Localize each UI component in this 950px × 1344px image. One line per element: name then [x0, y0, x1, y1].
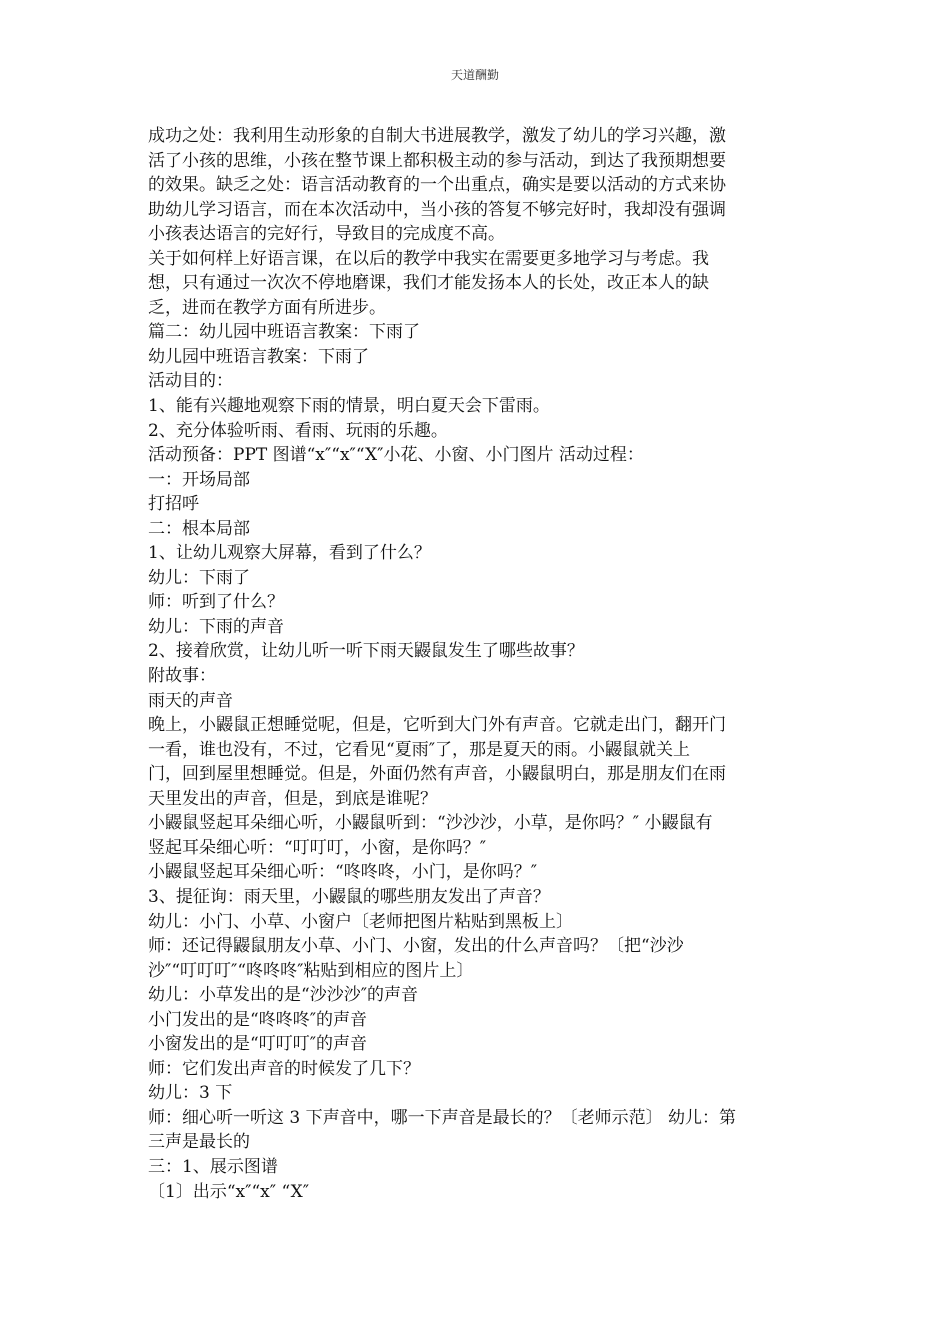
text-line: 小门发出的是“咚咚咚″的声音 — [148, 1009, 368, 1030]
text-line: 幼儿：小草发出的是“沙沙沙″的声音 — [148, 985, 419, 1006]
text-line: 门，回到屋里想睡觉。但是，外面仍然有声音，小鼹鼠明白，那是朋友们在雨 — [148, 764, 726, 785]
text-line: 2、充分体验听雨、看雨、玩雨的乐趣。 — [148, 420, 448, 441]
text-line: 3、提征询：雨天里，小鼹鼠的哪些朋友发出了声音？ — [148, 886, 550, 907]
text-line: 活了小孩的思维，小孩在整节课上都积极主动的参与活动，到达了我预期想要 — [148, 150, 726, 171]
text-line: 想，只有通过一次次不停地磨课，我们才能发扬本人的长处，改正本人的缺 — [148, 273, 709, 294]
text-line: 关于如何样上好语言课，在以后的教学中我实在需要更多地学习与考虑。我 — [148, 248, 709, 269]
page-header: 天道酬勤 — [450, 68, 499, 82]
text-line: 1、让幼儿观察大屏幕，看到了什么？ — [148, 543, 431, 564]
text-line: 幼儿：下雨了 — [148, 567, 250, 588]
text-line: 乏，进而在教学方面有所进步。 — [148, 297, 386, 318]
text-line: 小鼹鼠竖起耳朵细心听：“咚咚咚，小门，是你吗？″ — [148, 862, 538, 883]
text-line: 天里发出的声音，但是，到底是谁呢？ — [148, 788, 437, 809]
text-line: 小窗发出的是“叮叮叮″的声音 — [148, 1034, 368, 1055]
text-line: 三声是最长的 — [148, 1132, 250, 1153]
text-line: 助幼儿学习语言，而在本次活动中，当小孩的答复不够完好时，我却没有强调 — [148, 199, 726, 220]
text-line: 一看，谁也没有，不过，它看见“夏雨″了，那是夏天的雨。小鼹鼠就关上 — [148, 739, 691, 760]
text-line: 师：细心听一听这 3 下声音中，哪一下声音是最长的？〔老师示范〕 幼儿：第 — [148, 1107, 737, 1128]
story-title: 雨天的声音 — [148, 690, 233, 711]
text-line: 师：还记得鼹鼠朋友小草、小门、小窗，发出的什么声音吗？〔把“沙沙 — [148, 936, 684, 957]
text-line: 的效果。缺乏之处：语言活动教育的一个出重点，确实是要以活动的方式来协 — [148, 175, 726, 196]
text-line: 三：1、展示图谱 — [148, 1156, 278, 1177]
text-line: 幼儿：3 下 — [148, 1083, 233, 1104]
text-line: 师：听到了什么？ — [148, 592, 284, 613]
text-line: 2、接着欣赏，让幼儿听一听下雨天鼹鼠发生了哪些故事？ — [148, 641, 584, 662]
text-line: 幼儿：下雨的声音 — [148, 616, 284, 637]
text-line: 〔1〕出示“x″“x″ “X″ — [148, 1181, 310, 1202]
text-line: 活动目的： — [148, 371, 233, 392]
text-line: 一：开场局部 — [148, 469, 250, 490]
text-line: 晚上，小鼹鼠正想睡觉呢，但是，它听到大门外有声音。它就走出门，翻开门 — [148, 715, 726, 736]
lesson-title: 幼儿园中班语言教案：下雨了 — [148, 346, 369, 367]
text-line: 成功之处：我利用生动形象的自制大书进展教学，激发了幼儿的学习兴趣，激 — [148, 126, 726, 146]
text-line: 活动预备：PPT 图谱“x″“x″“X″小花、小窗、小门图片 活动过程： — [148, 445, 644, 466]
text-line: 1、能有兴趣地观察下雨的情景，明白夏天会下雷雨。 — [148, 396, 550, 417]
text-line: 小鼹鼠竖起耳朵细心听，小鼹鼠听到：“沙沙沙，小草，是你吗？″ 小鼹鼠有 — [148, 813, 713, 834]
text-line: 竖起耳朵细心听：“叮叮叮，小窗，是你吗？″ — [148, 837, 487, 858]
text-line: 沙″“叮叮叮″“咚咚咚″粘贴到相应的图片上〕 — [148, 960, 474, 981]
text-line: 小孩表达语言的完好行，导致目的完成度不高。 — [148, 224, 505, 245]
section-heading: 篇二：幼儿园中班语言教案：下雨了 — [148, 322, 420, 343]
text-line: 打招呼 — [148, 494, 199, 515]
text-line: 幼儿：小门、小草、小窗户〔老师把图片粘贴到黑板上〕 — [148, 911, 573, 932]
text-line: 师：它们发出声音的时候发了几下？ — [148, 1058, 420, 1079]
text-line: 二：根本局部 — [148, 518, 250, 539]
document-body — [148, 124, 808, 1204]
text-line: 附故事： — [148, 666, 216, 687]
